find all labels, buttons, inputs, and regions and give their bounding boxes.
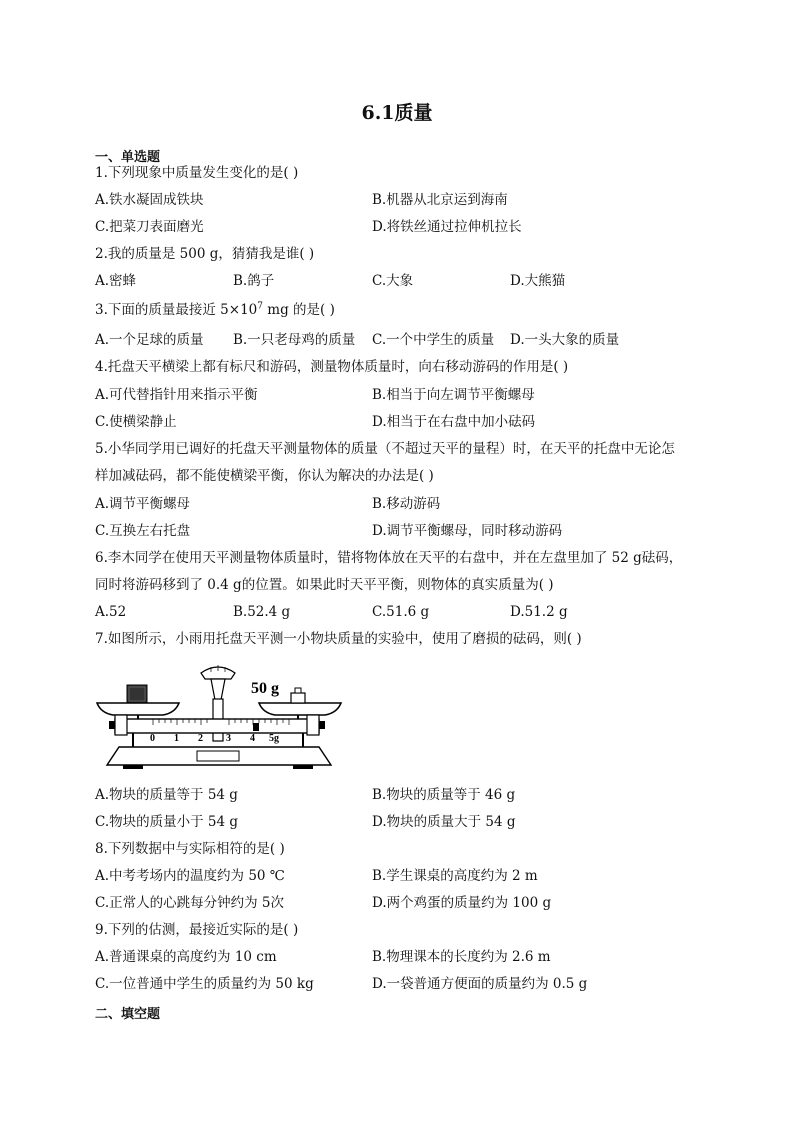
question-7-stem: 7.如图所示，小雨用托盘天平测一小物块质量的实验中，使用了磨损的砝码，则( ) [95, 631, 582, 647]
question-9-option-c: C.一位普通中学生的质量约为 50 kg [95, 976, 314, 992]
question-3-stem-part-a: 3.下面的质量最接近 5×10 [95, 302, 258, 318]
question-4-option-a: A.可代替指针用来指示平衡 [95, 387, 258, 403]
question-3-stem-part-b: mg 的是( ) [263, 302, 335, 318]
question-8-option-a: A.中考考场内的温度约为 50 ℃ [95, 868, 285, 884]
question-3-option-d: D.一头大象的质量 [510, 332, 620, 348]
question-2-option-b: B.鸽子 [233, 273, 275, 289]
weight-label: 50 g [251, 680, 279, 697]
question-2-stem: 2.我的质量是 500 g，猜猜我是谁( ) [95, 246, 315, 262]
question-4-option-c: C.使横梁静止 [95, 414, 177, 430]
question-6-option-d: D.51.2 g [510, 604, 568, 620]
section-heading-fill-in: 二、填空题 [95, 1007, 161, 1022]
left-pan [97, 703, 179, 715]
weight-knob [295, 688, 301, 693]
rider [253, 723, 259, 731]
question-9-option-d: D.一袋普通方便面的质量约为 0.5 g [372, 976, 588, 992]
question-6-option-b: B.52.4 g [233, 604, 291, 620]
question-3-option-c: C.一个中学生的质量 [372, 332, 495, 348]
question-3-option-a: A.一个足球的质量 [95, 332, 204, 348]
question-9-option-b: B.物理课本的长度约为 2.6 m [372, 949, 551, 965]
question-5-option-c: C.互换左右托盘 [95, 523, 191, 539]
scale-tick-4: 4 [250, 733, 255, 744]
question-6-option-a: A.52 [95, 604, 127, 620]
weight-body [291, 693, 305, 703]
question-8-option-c: C.正常人的心跳每分钟约为 5次 [95, 895, 285, 911]
question-7-option-c: C.物块的质量小于 54 g [95, 814, 239, 830]
balance-scale-figure [93, 655, 343, 779]
scale-tick-3: 3 [226, 733, 231, 744]
question-5-option-d: D.调节平衡螺母，同时移动游码 [372, 523, 563, 539]
question-1-stem: 1.下列现象中质量发生变化的是( ) [95, 165, 299, 181]
question-1-option-b: B.机器从北京运到海南 [372, 192, 508, 208]
scale-tick-2: 2 [198, 733, 203, 744]
question-6-stem-line-1: 6.李木同学在使用天平测量物体质量时，错将物体放在天平的右盘中，并在左盘里加了 52 g砝码， [95, 550, 683, 566]
question-2-option-a: A.密蜂 [95, 273, 137, 289]
question-4-option-d: D.相当于在右盘中加小砝码 [372, 414, 536, 430]
question-4-option-b: B.相当于向左调节平衡螺母 [372, 387, 535, 403]
scale-tick-1: 1 [174, 733, 179, 744]
question-4-stem: 4.托盘天平横梁上都有标尺和游码，测量物体质量时，向右移动游码的作用是( ) [95, 359, 569, 375]
section-heading-single-choice: 一、单选题 [95, 150, 161, 165]
question-7-option-a: A.物块的质量等于 54 g [95, 787, 238, 803]
question-1-option-d: D.将铁丝通过拉伸机拉长 [372, 219, 522, 235]
question-2-option-c: C.大象 [372, 273, 414, 289]
scale-tick-0: 0 [150, 733, 155, 744]
question-5-stem-line-1: 5.小华同学用已调好的托盘天平测量物体的质量（不超过天平的量程）时，在天平的托盘中无论怎 [95, 441, 675, 457]
pointer [211, 679, 225, 700]
question-7-option-b: B.物块的质量等于 46 g [372, 787, 516, 803]
question-5-option-b: B.移动游码 [372, 496, 441, 512]
question-8-stem: 8.下列数据中与实际相符的是( ) [95, 841, 285, 857]
scale-tick-5: 5g [269, 733, 279, 744]
beam-scale [115, 719, 319, 733]
question-8-option-d: D.两个鸡蛋的质量约为 100 g [372, 895, 552, 911]
question-3-stem [95, 301, 335, 319]
question-1-option-c: C.把菜刀表面磨光 [95, 219, 204, 235]
question-8-option-b: B.学生课桌的高度约为 2 m [372, 868, 538, 884]
right-pan [259, 703, 341, 715]
question-5-stem-line-2: 样加减砝码，都不能使横梁平衡，你认为解决的办法是( ) [95, 468, 434, 484]
question-7-option-d: D.物块的质量大于 54 g [372, 814, 516, 830]
object-block [127, 685, 147, 703]
question-9-option-a: A.普通课桌的高度约为 10 cm [95, 949, 277, 965]
question-5-option-a: A.调节平衡螺母 [95, 496, 191, 512]
question-3-stem-exponent: 7 [257, 301, 263, 312]
question-2-option-d: D.大熊猫 [510, 273, 566, 289]
document-title: 6.1质量 [361, 102, 433, 124]
question-9-stem: 9.下列的估测，最接近实际的是( ) [95, 922, 299, 938]
question-3-option-b: B.一只老母鸡的质量 [233, 332, 356, 348]
question-6-stem-line-2: 同时将游码移到了 0.4 g的位置。如果此时天平平衡，则物体的真实质量为( ) [95, 577, 554, 593]
question-6-option-c: C.51.6 g [372, 604, 430, 620]
question-1-option-a: A.铁水凝固成铁块 [95, 192, 204, 208]
